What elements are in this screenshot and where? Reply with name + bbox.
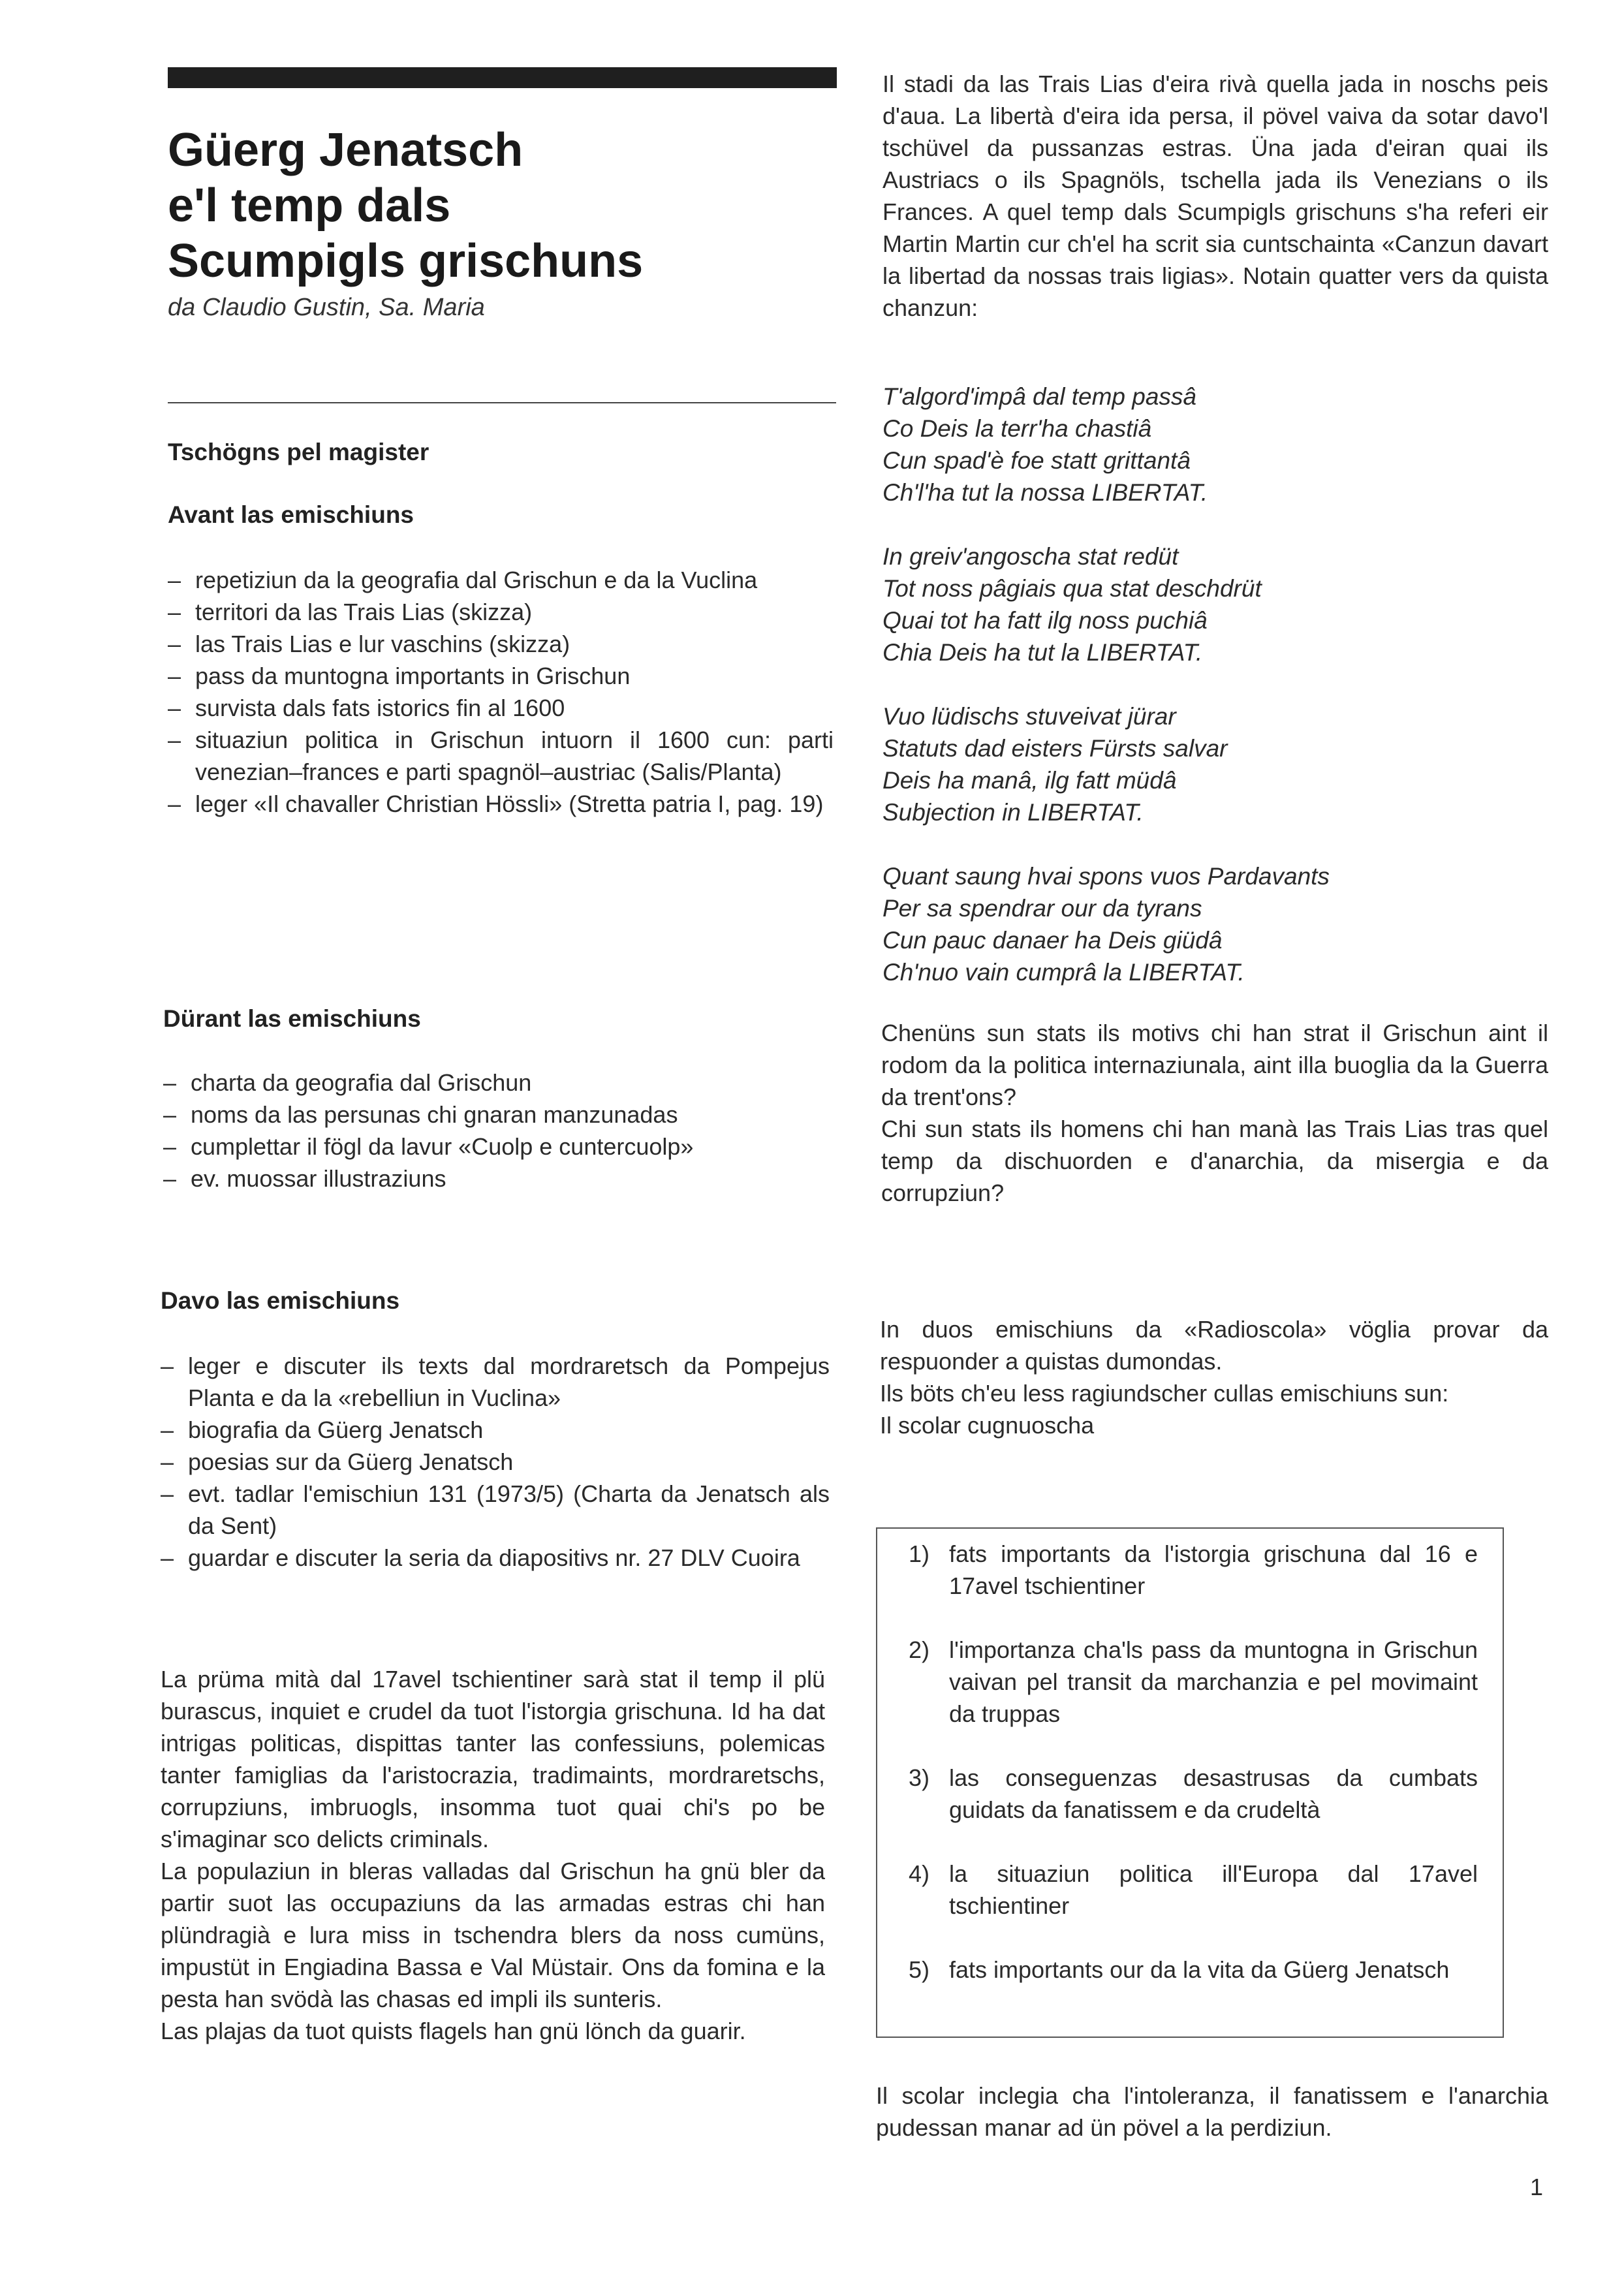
title-rule bbox=[168, 67, 837, 88]
body-paragraph: Chi sun stats ils homens chi han manà las Trais Lias tras quel temp da dischuorden e d'anarchia, da misergia e da corrupziun? bbox=[881, 1116, 1548, 1206]
item-text: la situaziun politica ill'Europa dal 17avel tschientiner bbox=[949, 1860, 1478, 1919]
list-item: – noms da las persunas chi gnaran manzunadas bbox=[163, 1099, 834, 1131]
poem-stanza bbox=[882, 860, 1330, 988]
byline: da Claudio Gustin, Sa. Maria bbox=[168, 294, 485, 321]
item-text: las conseguenzas desastrusas da cumbats guidats da fanatissem e da crudeltà bbox=[949, 1764, 1478, 1823]
list-item: – repetiziun da la geografia dal Grischun e da la Vuclina bbox=[168, 564, 834, 596]
list-item: – territori da las Trais Lias (skizza) bbox=[168, 596, 834, 628]
list-item: – pass da muntogna importants in Grischun bbox=[168, 660, 834, 692]
body-paragraph: Chenüns sun stats ils motivs chi han strat il Grischun aint il rodom da la politica internaziunala, aint illa buoglia da la Guerra da trent'ons? bbox=[881, 1020, 1548, 1110]
item-number: 4) bbox=[909, 1860, 930, 1887]
left-body bbox=[161, 1663, 825, 2047]
right-intro: Il stadi da las Trais Lias d'eira rivà quella jada in noschs peis d'aua. La libertà d'eira ida persa, il pövel vaiva da sotar davo'l tschüvel da pussanzas estras. Üna jada d'eiran quai ils Austriacs o ils Spagnöls, tschella jada ils Venezians o ils Frances. A quel temp dals Scumpigls grischuns s'ha referi eir Martin Martin cur ch'el ha scrit sia cuntschainta «Canzun davart la libertad da nossas trais ligias». Notain quatter vers da quista chanzun: bbox=[882, 70, 1548, 321]
list-item: – biografia da Güerg Jenatsch bbox=[161, 1414, 830, 1446]
body-paragraph: In duos emischiuns da «Radioscola» vöglia provar da respuonder a quistas dumondas. bbox=[880, 1316, 1548, 1375]
poem-line: Cun spad'è foe statt grittantâ bbox=[882, 447, 1191, 474]
list-item bbox=[876, 1858, 1478, 1922]
poem-stanza bbox=[882, 700, 1330, 828]
poem-line: Tot noss pâgiais qua stat deschdrüt bbox=[882, 575, 1262, 602]
divider bbox=[168, 402, 836, 403]
list-item: – las Trais Lias e lur vaschins (skizza) bbox=[168, 628, 834, 660]
after-heading: Davo las emischiuns bbox=[161, 1287, 400, 1314]
list-item: – ev. muossar illustraziuns bbox=[163, 1163, 834, 1194]
title-line: Scumpigls grischuns bbox=[168, 235, 644, 287]
list-item bbox=[876, 1954, 1478, 1986]
list-item: – evt. tadlar l'emischiun 131 (1973/5) (Charta da Jenatsch als da Sent) bbox=[161, 1478, 830, 1542]
poem-line: T'algord'impâ dal temp passâ bbox=[882, 383, 1196, 410]
list-item: – leger «Il chavaller Christian Hössli» (Stretta patria I, pag. 19) bbox=[168, 788, 834, 820]
right-questions bbox=[881, 1017, 1548, 1209]
body-paragraph: La prüma mità dal 17avel tschientiner sarà stat il temp il plü burascus, inquiet e crudel da tuot l'istorgia grischuna. Id ha dat intrigas politicas, dispittas tanter las confessiuns, polemicas tanter famiglias da l'aristocrazia, tradimaints, mordraretschs, corrupziuns, imbruogls, insomma tuot quai chi's po be s'imaginar sco delicts criminals. bbox=[161, 1666, 825, 1852]
after-list bbox=[161, 1350, 830, 1574]
list-item: – cumplettar il fögl da lavur «Cuolp e cuntercuolp» bbox=[163, 1131, 834, 1163]
poem-line: Statuts dad eisters Fürsts salvar bbox=[882, 735, 1228, 762]
poem-line: Chia Deis ha tut la LIBERTAT. bbox=[882, 639, 1203, 666]
poem-line: Per sa spendrar our da tyrans bbox=[882, 895, 1202, 922]
poem-line: Cun pauc danaer ha Deis giüdâ bbox=[882, 927, 1223, 954]
item-number: 5) bbox=[909, 1956, 930, 1983]
article-title bbox=[168, 123, 840, 289]
poem-line: Quai tot ha fatt ilg noss puchiâ bbox=[882, 607, 1208, 634]
poem-line: Ch'nuo vain cumprâ la LIBERTAT. bbox=[882, 959, 1245, 986]
list-item: – guardar e discuter la seria da diapositivs nr. 27 DLV Cuoira bbox=[161, 1542, 830, 1574]
item-number: 1) bbox=[909, 1540, 930, 1567]
during-heading: Dürant las emischiuns bbox=[163, 1005, 421, 1032]
poem-line: In greiv'angoscha stat redüt bbox=[882, 543, 1179, 570]
poem-line: Vuo lüdischs stuveivat jürar bbox=[882, 703, 1176, 730]
body-paragraph: Il scolar cugnuoscha bbox=[880, 1412, 1095, 1439]
title-line: e'l temp dals bbox=[168, 180, 451, 232]
list-item: – leger e discuter ils texts dal mordraretsch da Pompejus Planta e da la «rebelliun in Vuclina» bbox=[161, 1350, 830, 1414]
item-number: 2) bbox=[909, 1636, 930, 1663]
teacher-heading: Tschögns pel magister bbox=[168, 439, 429, 465]
before-heading: Avant las emischiuns bbox=[168, 501, 414, 528]
list-item bbox=[876, 1634, 1478, 1730]
poem-line: Subjection in LIBERTAT. bbox=[882, 799, 1144, 826]
list-item: – survista dals fats istorics fin al 1600 bbox=[168, 692, 834, 724]
before-list bbox=[168, 564, 834, 820]
body-paragraph: La populaziun in bleras valladas dal Grischun ha gnü bler da partir suot las occupaziuns da las armadas estras chi han plündragià e lura miss in tschendra blers da noss cumüns, impustüt in Engiadina Bassa e Val Müstair. Ons da fomina e la pesta han svödà las chasas ed impli ils sunteris. bbox=[161, 1858, 825, 2012]
list-item: – situaziun politica in Grischun intuorn il 1600 cun: parti venezian–frances e parti spagnöl–austriac (Salis/Planta) bbox=[168, 724, 834, 788]
item-text: fats importants our da la vita da Güerg Jenatsch bbox=[949, 1956, 1450, 1983]
list-item: – poesias sur da Güerg Jenatsch bbox=[161, 1446, 830, 1478]
poem bbox=[882, 381, 1330, 988]
poem-stanza bbox=[882, 540, 1330, 668]
poem-stanza bbox=[882, 381, 1330, 508]
list-item bbox=[876, 1762, 1478, 1826]
poem-line: Co Deis la terr'ha chastiâ bbox=[882, 415, 1152, 442]
list-item: – charta da geografia dal Grischun bbox=[163, 1067, 834, 1099]
body-paragraph: Ils böts ch'eu less ragiundscher cullas emischiuns sun: bbox=[880, 1380, 1449, 1407]
poem-line: Ch'l'ha tut la nossa LIBERTAT. bbox=[882, 479, 1208, 506]
page-number: 1 bbox=[1530, 2174, 1544, 2200]
poem-line: Deis ha manâ, ilg fatt müdâ bbox=[882, 767, 1177, 794]
during-list bbox=[163, 1067, 834, 1194]
item-text: l'importanza cha'ls pass da muntogna in Grischun vaivan pel transit da marchanzia e pel movimaint da truppas bbox=[949, 1636, 1478, 1727]
title-line: Güerg Jenatsch bbox=[168, 124, 523, 176]
goals-list bbox=[876, 1538, 1510, 2018]
poem-line: Quant saung hvai spons vuos Pardavants bbox=[882, 863, 1330, 890]
list-item bbox=[876, 1538, 1478, 1602]
item-number: 3) bbox=[909, 1764, 930, 1791]
radio-intro bbox=[880, 1313, 1548, 1441]
body-paragraph: Las plajas da tuot quists flagels han gnü lönch da guarir. bbox=[161, 2018, 746, 2044]
closing-paragraph: Il scolar inclegia cha l'intoleranza, il fanatissem e l'anarchia pudessan manar ad ün pövel a la perdiziun. bbox=[876, 2082, 1548, 2141]
item-text: fats importants da l'istorgia grischuna dal 16 e 17avel tschientiner bbox=[949, 1540, 1478, 1599]
